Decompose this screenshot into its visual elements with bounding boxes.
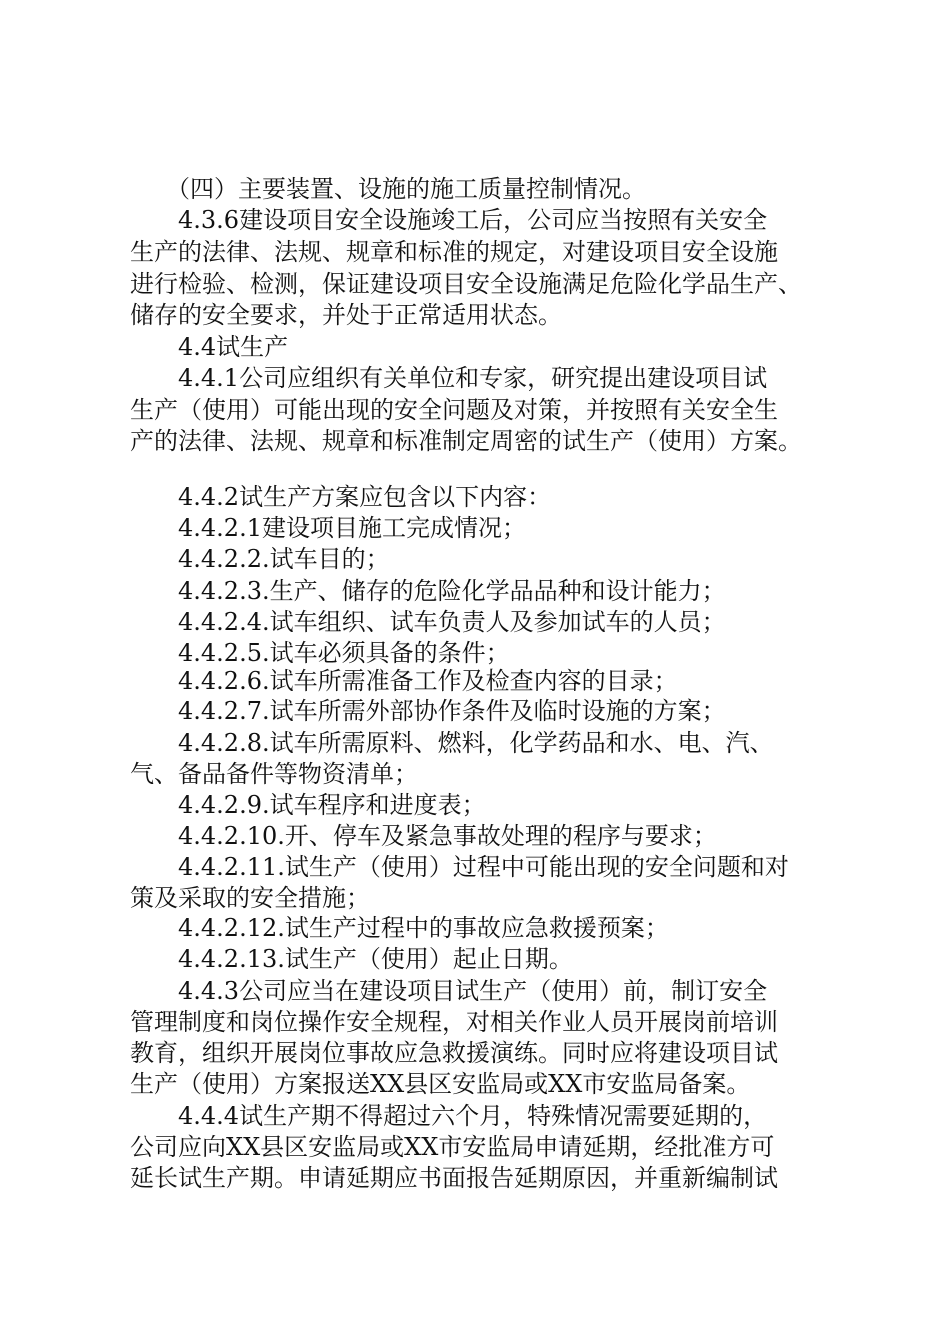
list-item: 4.4.2.10.开、停车及紧急事故处理的程序与要求； bbox=[178, 822, 717, 850]
list-item: 4.4.2.6.试车所需准备工作及检查内容的目录； bbox=[178, 667, 678, 695]
text-line: 产的法律、法规、规章和标准制定周密的试生产（使用）方案。 bbox=[130, 427, 802, 455]
list-item: 4.4.2.2.试车目的； bbox=[178, 545, 390, 573]
text-line: 教育，组织开展岗位事故应急救援演练。同时应将建设项目试 bbox=[130, 1039, 778, 1067]
list-item: 4.4.2.13.试生产（使用）起止日期。 bbox=[178, 945, 573, 973]
list-item: 4.4.2.5.试车必须具备的条件； bbox=[178, 639, 510, 667]
list-item: 4.4.2.7.试车所需外部协作条件及临时设施的方案； bbox=[178, 697, 726, 725]
list-item: 4.4.2.1建设项目施工完成情况； bbox=[178, 514, 526, 542]
text-line: 生产（使用）方案报送XX县区安监局或XX市安监局备案。 bbox=[130, 1070, 751, 1098]
text-line: 公司应向XX县区安监局或XX市安监局申请延期，经批准方可 bbox=[130, 1133, 775, 1161]
list-item: 4.4.2.3.生产、储存的危险化学品品种和设计能力； bbox=[178, 577, 726, 605]
text-line: 生产的法律、法规、规章和标准的规定，对建设项目安全设施 bbox=[130, 238, 778, 266]
list-item: 气、备品备件等物资清单； bbox=[130, 760, 418, 788]
text-line: 4.4.2试生产方案应包含以下内容： bbox=[178, 483, 552, 511]
text-line: 进行检验、检测，保证建设项目安全设施满足危险化学品生产、 bbox=[130, 270, 802, 298]
text-line: 4.4.3公司应当在建设项目试生产（使用）前，制订安全 bbox=[178, 977, 768, 1005]
section-heading: 4.4试生产 bbox=[178, 333, 289, 361]
text-line: 储存的安全要求，并处于正常适用状态。 bbox=[130, 301, 562, 329]
list-item: 4.4.2.11.试生产（使用）过程中可能出现的安全问题和对 bbox=[178, 853, 789, 881]
list-item: 4.4.2.8.试车所需原料、燃料，化学药品和水、电、汽、 bbox=[178, 729, 774, 757]
list-item: 策及采取的安全措施； bbox=[130, 884, 370, 912]
text-line: 管理制度和岗位操作安全规程，对相关作业人员开展岗前培训 bbox=[130, 1008, 778, 1036]
text-line: 4.4.4试生产期不得超过六个月，特殊情况需要延期的， bbox=[178, 1102, 768, 1130]
list-item: 4.4.2.9.试车程序和进度表； bbox=[178, 791, 486, 819]
text-line: （四）主要装置、设施的施工质量控制情况。 bbox=[166, 175, 646, 203]
list-item: 4.4.2.12.试生产过程中的事故应急救援预案； bbox=[178, 914, 669, 942]
text-line: 4.3.6建设项目安全设施竣工后，公司应当按照有关安全 bbox=[178, 206, 768, 234]
text-line: 延长试生产期。申请延期应书面报告延期原因，并重新编制试 bbox=[130, 1164, 778, 1192]
text-line: 4.4.1公司应组织有关单位和专家，研究提出建设项目试 bbox=[178, 364, 768, 392]
list-item: 4.4.2.4.试车组织、试车负责人及参加试车的人员； bbox=[178, 608, 726, 636]
text-line: 生产（使用）可能出现的安全问题及对策，并按照有关安全生 bbox=[130, 396, 778, 424]
